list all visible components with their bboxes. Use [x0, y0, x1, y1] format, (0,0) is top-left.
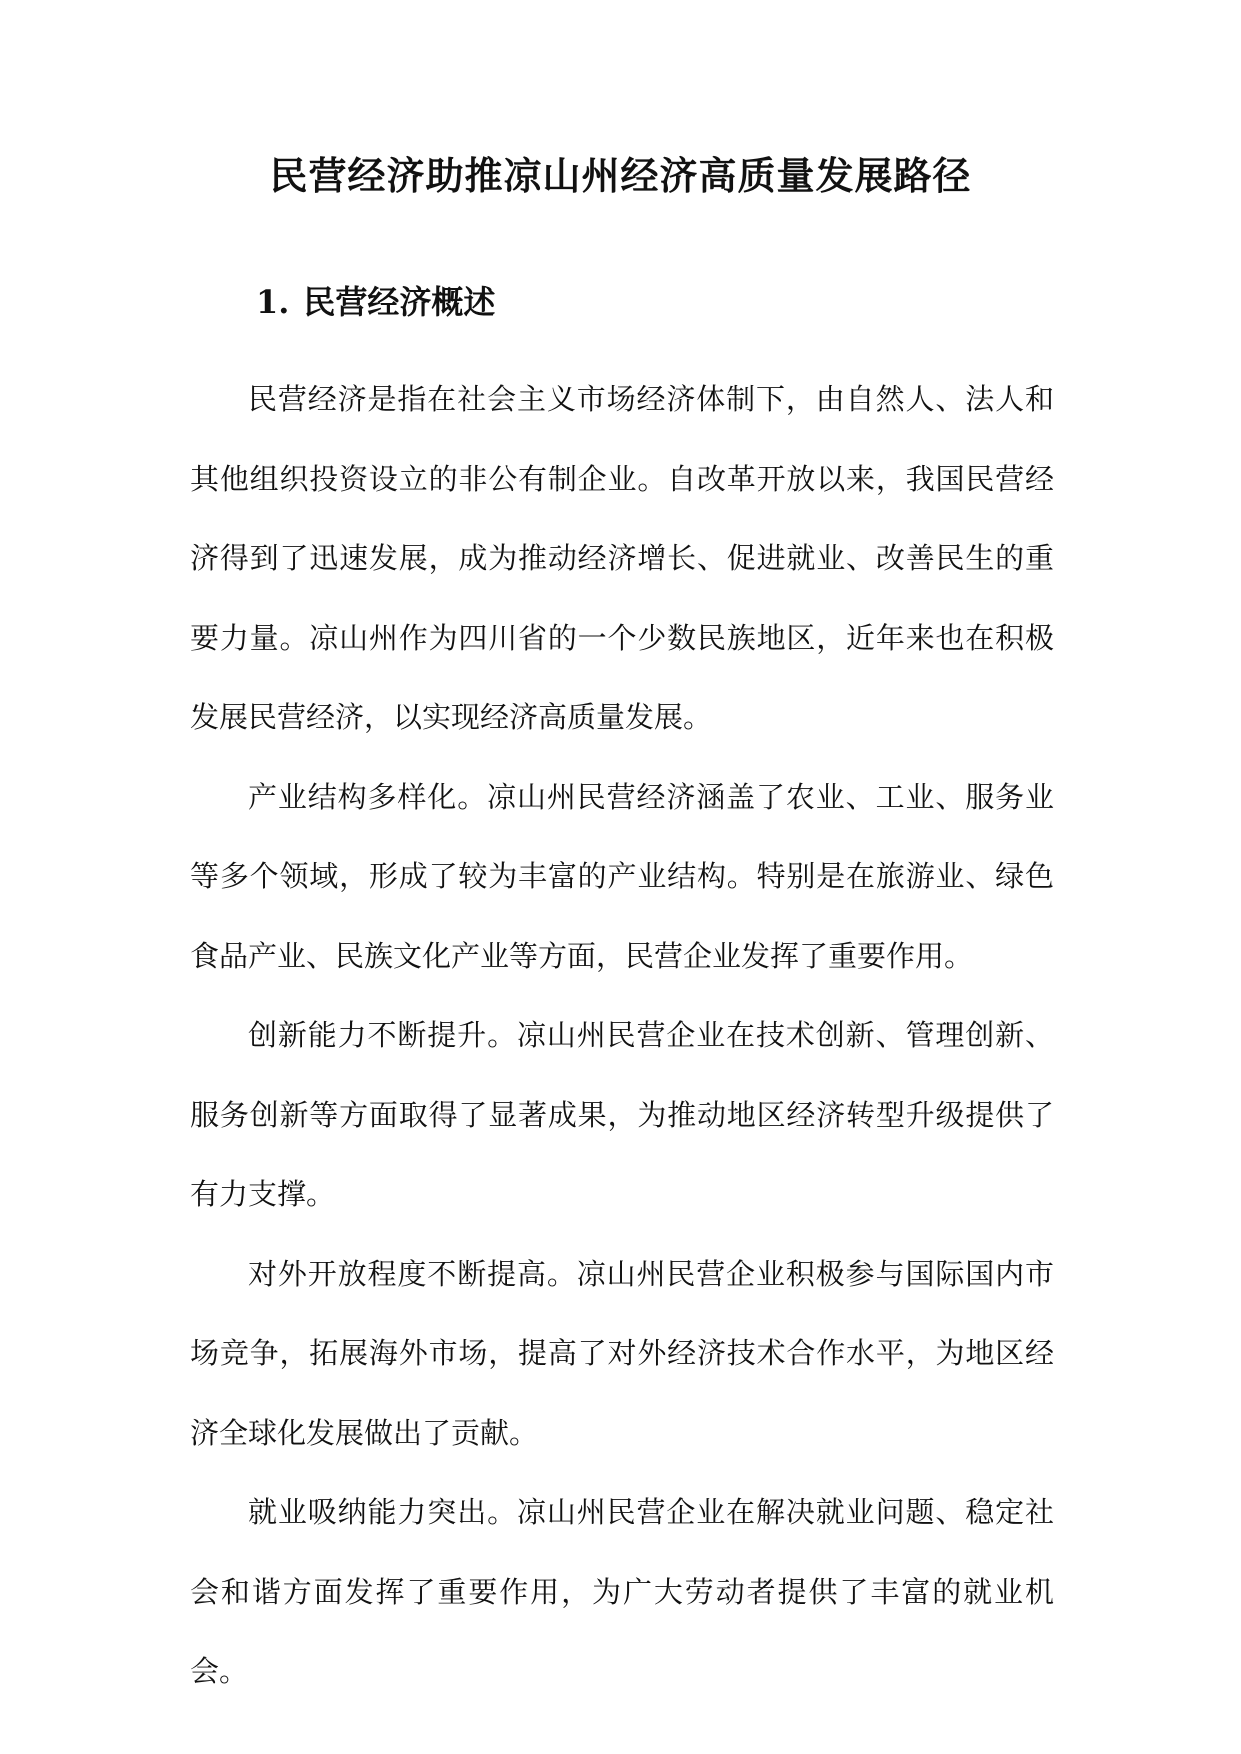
section-heading	[256, 278, 495, 326]
body-text	[190, 360, 1054, 1712]
section-heading-text: 民营经济概述	[303, 283, 496, 321]
paragraph-employment: 就业吸纳能力突出。凉山州民营企业在解决就业问题、稳定社会和谐方面发挥了重要作用，为广大劳动者提供了丰富的就业机会。	[190, 1495, 1054, 1688]
document-title: 民营经济助推凉山州经济高质量发展路径	[269, 153, 972, 198]
paragraph-innovation: 创新能力不断提升。凉山州民营企业在技术创新、管理创新、服务创新等方面取得了显著成果，为推动地区经济转型升级提供了有力支撑。	[190, 1018, 1054, 1211]
paragraph-industry-structure: 产业结构多样化。凉山州民营经济涵盖了农业、工业、服务业等多个领域，形成了较为丰富的产业结构。特别是在旅游业、绿色食品产业、民族文化产业等方面，民营企业发挥了重要作用。	[190, 779, 1054, 973]
section-number: 1.	[256, 283, 290, 321]
paragraph-overview: 民营经济是指在社会主义市场经济体制下，由自然人、法人和其他组织投资设立的非公有制企业。自改革开放以来，我国民营经济得到了迅速发展，成为推动经济增长、促进就业、改善民生的重要力量。凉山州作为四川省的一个少数民族地区，近年来也在积极发展民营经济，以实现经济高质量发展。	[190, 382, 1054, 734]
paragraph-opening-up: 对外开放程度不断提高。凉山州民营企业积极参与国际国内市场竞争，拓展海外市场，提高了对外经济技术合作水平，为地区经济全球化发展做出了贡献。	[190, 1256, 1054, 1450]
